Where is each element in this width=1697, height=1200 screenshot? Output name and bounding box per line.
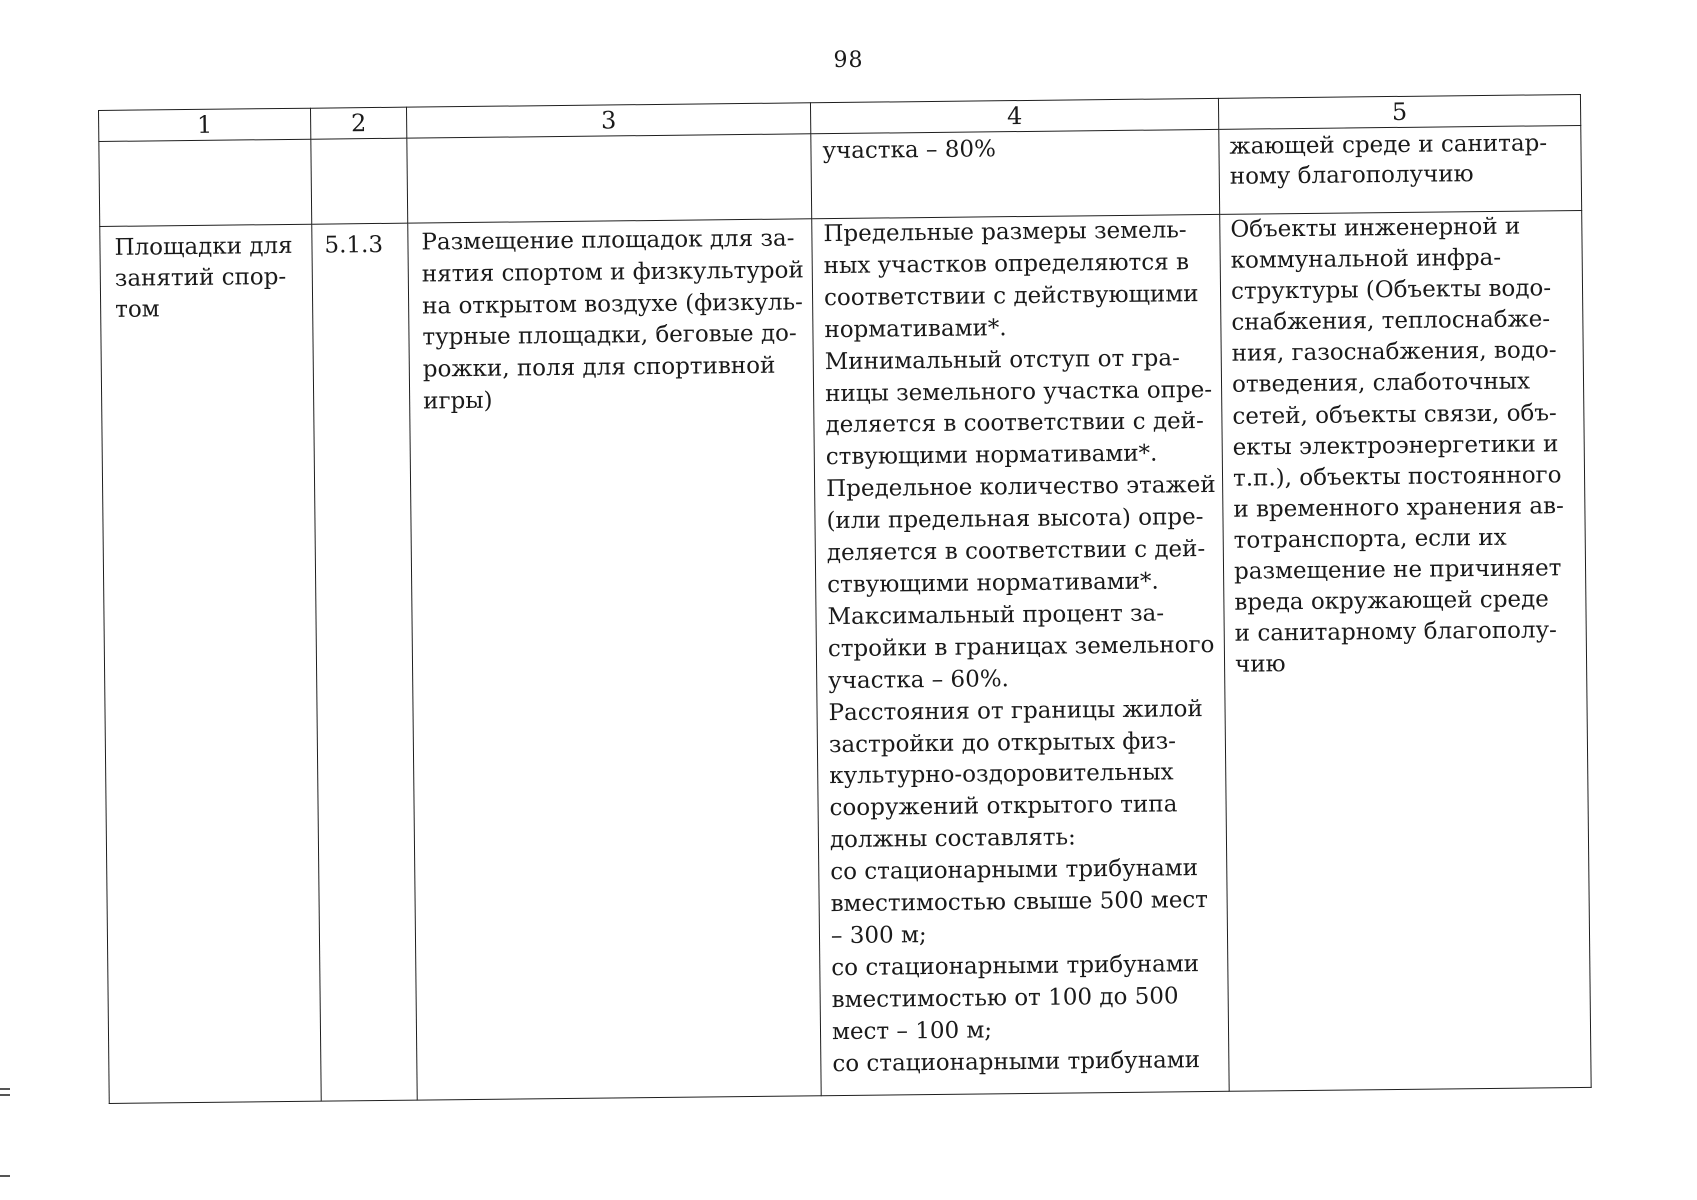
continuation-text-4: участка – 80% — [822, 136, 997, 165]
continuation-cell-2 — [311, 138, 408, 224]
scan-edge-mark — [0, 1175, 10, 1177]
auxiliary-uses-text: Объекты инженерной и коммунальной инфра- структуры (Объекты водо- снабжения, теплоснабже- ния, газоснабжения, водо- отведения, слаботочных сетей, объекты связи, объ- екты электроэнергетики и т.п.), объекты постоянного и временного хранения ав- тотранспорта, если их размещение не причиняет вреда окружающей среде и санитарному благополу- чию — [1230, 213, 1564, 679]
land-use-name: Площадки для занятий спор- том — [114, 232, 293, 323]
land-use-code: 5.1.3 — [324, 231, 384, 259]
land-use-name-cell — [100, 224, 321, 1103]
continuation-text-2 — [311, 139, 406, 142]
land-use-code-cell — [312, 223, 417, 1101]
page-number: 98 — [833, 48, 864, 73]
scan-edge-mark — [0, 1088, 10, 1090]
header-cell-3: 3 — [406, 103, 810, 138]
table-row — [100, 210, 1591, 1103]
regulations-table — [98, 94, 1592, 1104]
parameters-text: Предельные размеры земель- ных участков определяются в соответствии с действующими нормативами*. Минимальный отступ от гра- ницы земельного участка опре- деляется в соответствии с дей- ствующими нормативами*. Предельное количество этажей (или предельная высота) опре- деляется в соответствии с дей- ствующими нормативами*. Максимальный процент за- стройки в границах земельного участка – 60%. Расстояния от границы жилой застройки до открытых физ- культурно-оздоровительных сооружений открытого типа должны составлять: со стационарными трибунами вместимостью свыше 500 мест – 300 м; со стационарными трибунами вместимостью от 100 до 500 мест – 100 м; со стационарными трибунами — [823, 217, 1216, 1077]
continuation-row — [99, 125, 1582, 226]
header-cell-2: 2 — [310, 107, 406, 139]
header-cell-1: 1 — [99, 108, 311, 141]
land-use-description-cell — [408, 219, 821, 1100]
continuation-text-1 — [99, 140, 310, 144]
header-cell-5: 5 — [1218, 94, 1580, 129]
continuation-cell-3 — [407, 134, 812, 223]
land-use-description: Размещение площадок для за- нятия спортом и физкультурой на открытом воздухе (физкуль- турные площадки, беговые до- рожки, поля для спортивной игры) — [421, 225, 804, 415]
scan-edge-mark — [0, 1094, 10, 1096]
continuation-text-5: жающей среде и санитар- ному благополучию — [1229, 130, 1548, 190]
continuation-cell-1 — [99, 139, 312, 226]
auxiliary-uses-cell — [1220, 210, 1591, 1091]
header-cell-4: 4 — [810, 98, 1218, 133]
continuation-cell-4 — [811, 129, 1220, 218]
continuation-cell-5 — [1219, 125, 1582, 214]
parameters-cell — [812, 214, 1229, 1095]
